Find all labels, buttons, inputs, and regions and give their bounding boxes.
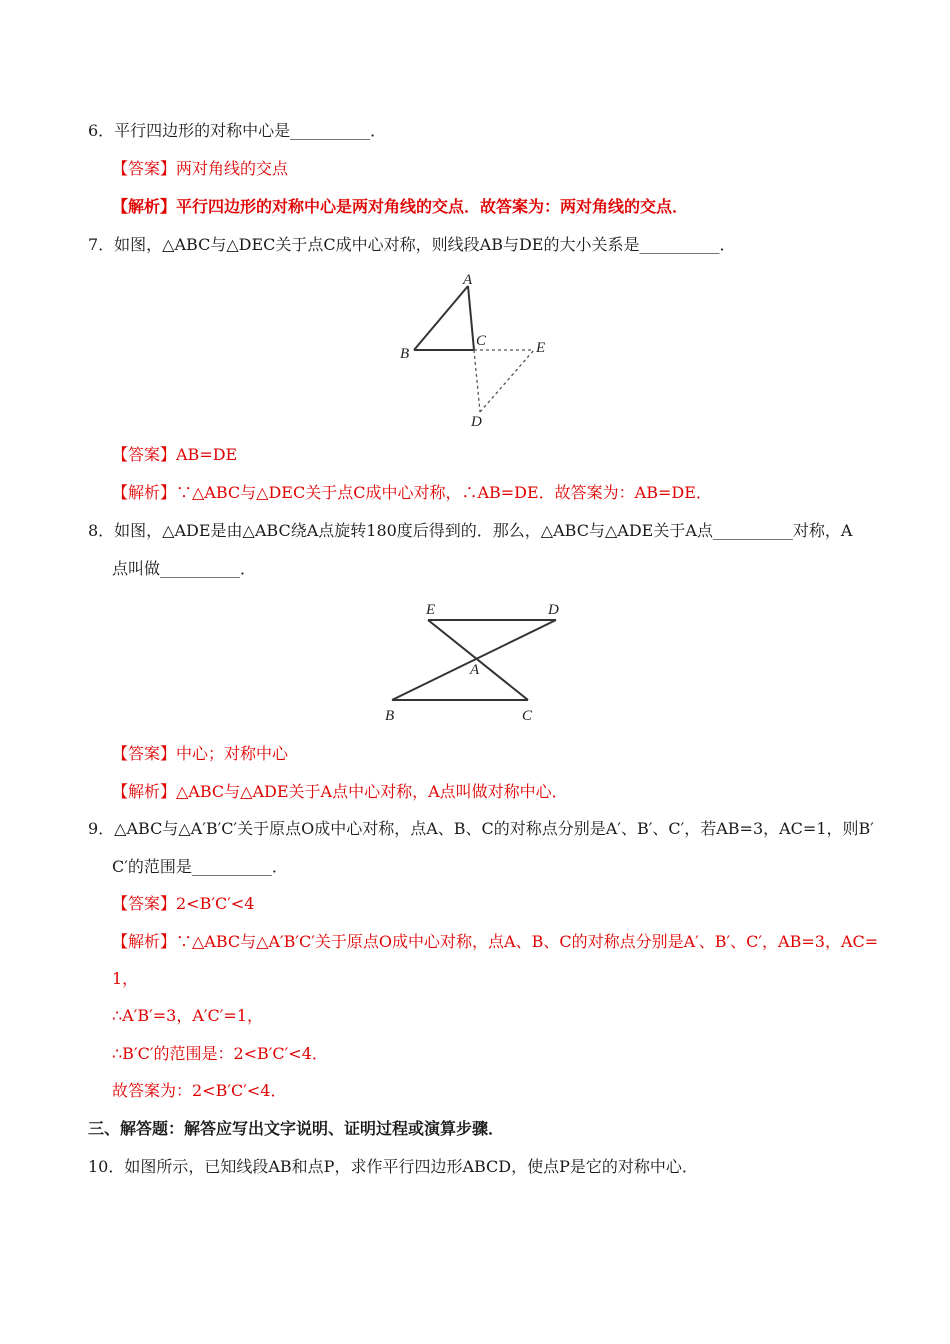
- q8-answer: 【答案】中心；对称中心: [112, 744, 289, 763]
- label-a: A: [470, 662, 480, 678]
- segment-ac: [468, 286, 474, 350]
- q7-question: 7．如图，△ABC与△DEC关于点C成中心对称，则线段AB与DE的大小关系是__________．: [88, 235, 736, 254]
- segment-cd: [474, 350, 480, 412]
- label-b: B: [385, 708, 395, 724]
- segment-ec: [428, 620, 528, 700]
- label-b: B: [400, 346, 410, 362]
- label-d: D: [471, 414, 482, 430]
- segment-db: [392, 620, 556, 700]
- q9-question-line1: 9．△ABC与△A′B′C′关于原点O成中心对称，点A、B、C的对称点分别是A′、B′、C′，若AB=3，AC=1，则B′: [88, 819, 874, 838]
- q6-answer: 【答案】两对角线的交点: [112, 159, 289, 178]
- q9-analysis-line4: ∴B′C′的范围是：2<B′C′<4．: [112, 1044, 328, 1063]
- label-e: E: [536, 340, 546, 356]
- q9-analysis-line2: 1，: [112, 969, 139, 988]
- q9-answer: 【答案】2<B′C′<4: [112, 894, 255, 913]
- q8-question-line2: 点叫做__________．: [112, 559, 257, 578]
- q7-answer: 【答案】AB=DE: [112, 445, 238, 464]
- q9-analysis-line5: 故答案为：2<B′C′<4．: [112, 1081, 287, 1100]
- segment-de: [480, 350, 534, 412]
- label-e: E: [426, 602, 436, 618]
- q7-figure: [390, 268, 560, 434]
- q9-question-line2: C′的范围是__________．: [112, 857, 288, 876]
- q6-analysis: 【解析】平行四边形的对称中心是两对角线的交点．故答案为：两对角线的交点．: [112, 197, 689, 216]
- q8-analysis: 【解析】△ABC与△ADE关于A点中心对称，A点叫做对称中心．: [112, 782, 568, 801]
- label-c: C: [522, 708, 533, 724]
- q8-question-line1: 8．如图，△ADE是由△ABC绕A点旋转180度后得到的．那么，△ABC与△ADE关于A点__________对称，A: [88, 521, 853, 540]
- q7-analysis: 【解析】∵△ABC与△DEC关于点C成中心对称，∴AB=DE．故答案为：AB=DE．: [112, 483, 712, 502]
- label-c: C: [476, 333, 487, 349]
- q9-analysis-line3: ∴A′B′=3，A′C′=1，: [112, 1006, 263, 1025]
- section3-heading: 三、解答题：解答应写出文字说明、证明过程或演算步骤．: [88, 1119, 505, 1138]
- q9-analysis-line1: 【解析】∵△ABC与△A′B′C′关于原点O成中心对称，点A、B、C的对称点分别是A′、B′、C′，AB=3，AC=: [112, 932, 879, 951]
- q6-question: 6．平行四边形的对称中心是__________．: [88, 121, 387, 140]
- q10-question: 10．如图所示，已知线段AB和点P，求作平行四边形ABCD，使点P是它的对称中心．: [88, 1157, 698, 1176]
- label-a: A: [463, 272, 473, 288]
- q8-figure: [380, 596, 570, 726]
- label-d: D: [548, 602, 559, 618]
- segment-ab: [414, 286, 468, 350]
